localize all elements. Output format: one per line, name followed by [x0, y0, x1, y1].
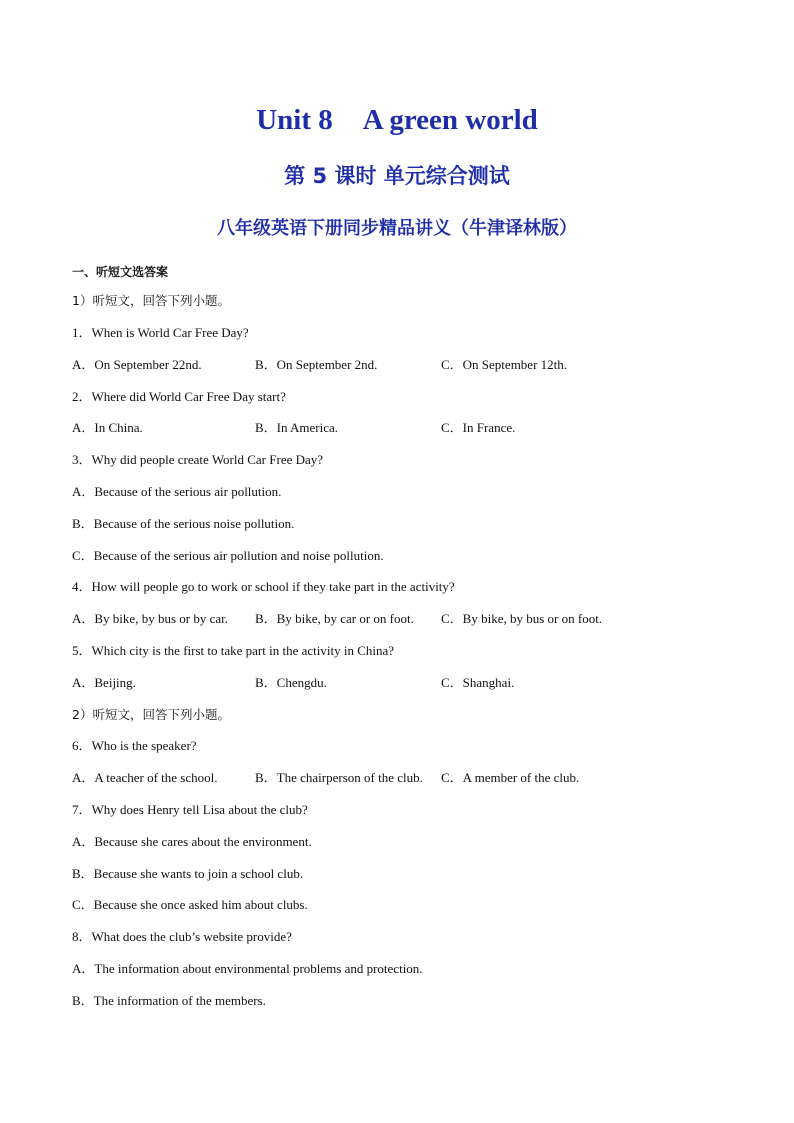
question-2: 2．Where did World Car Free Day start? — [72, 389, 286, 404]
question-3-option-a: A．Because of the serious air pollution. — [72, 484, 282, 499]
question-3: 3．Why did people create World Car Free Day? — [72, 452, 324, 467]
section-heading: 一、听短文选答案 — [72, 265, 169, 279]
option-a: A．Beijing. — [72, 675, 136, 690]
option-c: C．On September 12th. — [441, 357, 568, 372]
question-3-option-b: B．Because of the serious noise pollution. — [72, 516, 295, 531]
option-a: A．A teacher of the school. — [72, 770, 218, 785]
option-b: B．On September 2nd. — [255, 357, 378, 372]
question-3-option-c: C．Because of the serious air pollution and noise pollution. — [72, 548, 384, 563]
option-b: B．Chengdu. — [255, 675, 327, 690]
question-7-option-b: B．Because she wants to join a school club. — [72, 866, 304, 881]
option-b: B．The chairperson of the club. — [255, 770, 423, 785]
question-6: 6．Who is the speaker? — [72, 738, 197, 753]
option-c: C．Shanghai. — [441, 675, 515, 690]
question-8-option-b: B．The information of the members. — [72, 993, 266, 1008]
question-7-option-a: A．Because she cares about the environment. — [72, 834, 312, 849]
option-c: C．By bike, by bus or on foot. — [441, 611, 603, 626]
option-c: C．In France. — [441, 420, 516, 435]
question-5: 5．Which city is the first to take part in the activity in China? — [72, 643, 395, 658]
question-7-option-c: C．Because she once asked him about clubs. — [72, 897, 308, 912]
option-a: A．By bike, by bus or by car. — [72, 611, 228, 626]
question-1: 1．When is World Car Free Day? — [72, 325, 249, 340]
question-8: 8．What does the club’s website provide? — [72, 929, 292, 944]
question-4: 4．How will people go to work or school if they take part in the activity? — [72, 579, 455, 594]
unit-title — [0, 104, 794, 137]
unit-number: Unit 8 — [256, 104, 333, 136]
part2-instruction: 2）听短文，回答下列小题。 — [72, 707, 230, 722]
document-subtitle: 八年级英语下册同步精品讲义（牛津译林版） — [217, 218, 577, 239]
part1-instruction: 1）听短文，回答下列小题。 — [72, 293, 230, 308]
question-7: 7．Why does Henry tell Lisa about the club? — [72, 802, 308, 817]
unit-name: A green world — [362, 104, 538, 136]
lesson-title: 第 5 课时 单元综合测试 — [284, 164, 510, 188]
option-a: A．In China. — [72, 420, 143, 435]
option-b: B．In America. — [255, 420, 339, 435]
question-8-option-a: A．The information about environmental problems and protection. — [72, 961, 423, 976]
option-a: A．On September 22nd. — [72, 357, 202, 372]
option-b: B．By bike, by car or on foot. — [255, 611, 414, 626]
option-c: C．A member of the club. — [441, 770, 580, 785]
